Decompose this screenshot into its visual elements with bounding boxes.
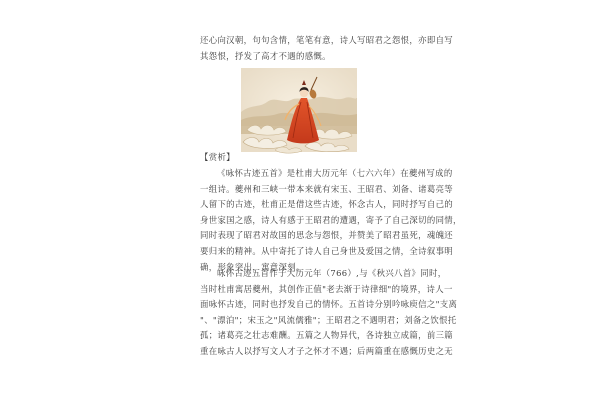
wang-zhaojun-illustration — [241, 68, 357, 152]
text-line: 人留下的古迹，杜甫正是借这些古迹，怀念古人，同时抒写自己的 — [200, 199, 454, 210]
text-line: 确，形象突出，寓意深刻。 — [200, 261, 305, 272]
text-line: 重在咏古人以抒写文人才子之怀才不遇；后两篇重在感慨历史之无 — [200, 345, 454, 356]
text-line: 还心向汉朝，句句含情，笔笔有意，诗人写昭君之怨恨，亦即自写 — [200, 35, 454, 45]
appreciation-paragraph-1 — [200, 166, 462, 275]
intro-paragraph — [200, 33, 454, 64]
heading-text: 【赏析】 — [200, 152, 235, 162]
section-heading — [200, 150, 400, 166]
text-line: 当时杜甫寓居夔州，其创作正值"老去渐于诗律细"的境界，诗人一 — [200, 283, 453, 294]
text-line: 一组诗。夔州和三峡一带本来就有宋玉、王昭君、刘备、诸葛亮等 — [200, 183, 454, 194]
text-line: 《咏怀古迹五首》是杜甫大历元年（七六六年）在夔州写成的 — [217, 168, 453, 178]
text-line: 其怨恨，抒发了高才不遇的感慨。 — [200, 50, 331, 61]
text-line: 同时表现了昭君对故国的思念与怨恨，并赞美了昭君虽死，魂魄还 — [200, 230, 454, 241]
text-line: 孤；诸葛亮之壮志难酬。五篇之人物异代，各诗独立成篇，前三篇 — [200, 330, 454, 341]
text-line: "、"漂泊"；宋玉之"风流儒雅"；王昭君之不遇明君；刘备之饮恨托 — [200, 314, 457, 325]
text-line: 身世家国之感，诗人有感于王昭君的遭遇，寄予了自己深切的同情， — [200, 214, 462, 225]
text-line: 面咏怀古迹，同时也抒发自己的情怀。五首诗分别吟咏庾信之"支离 — [200, 299, 458, 310]
appreciation-paragraph-2 — [200, 266, 458, 360]
text-line: 要归来的精神。从中寄托了诗人自己身世及爱国之情，全诗叙事明 — [200, 245, 454, 256]
text-line: 咏怀古迹五首作于大历元年（766）,与《秋兴八首》同时， — [217, 268, 447, 278]
